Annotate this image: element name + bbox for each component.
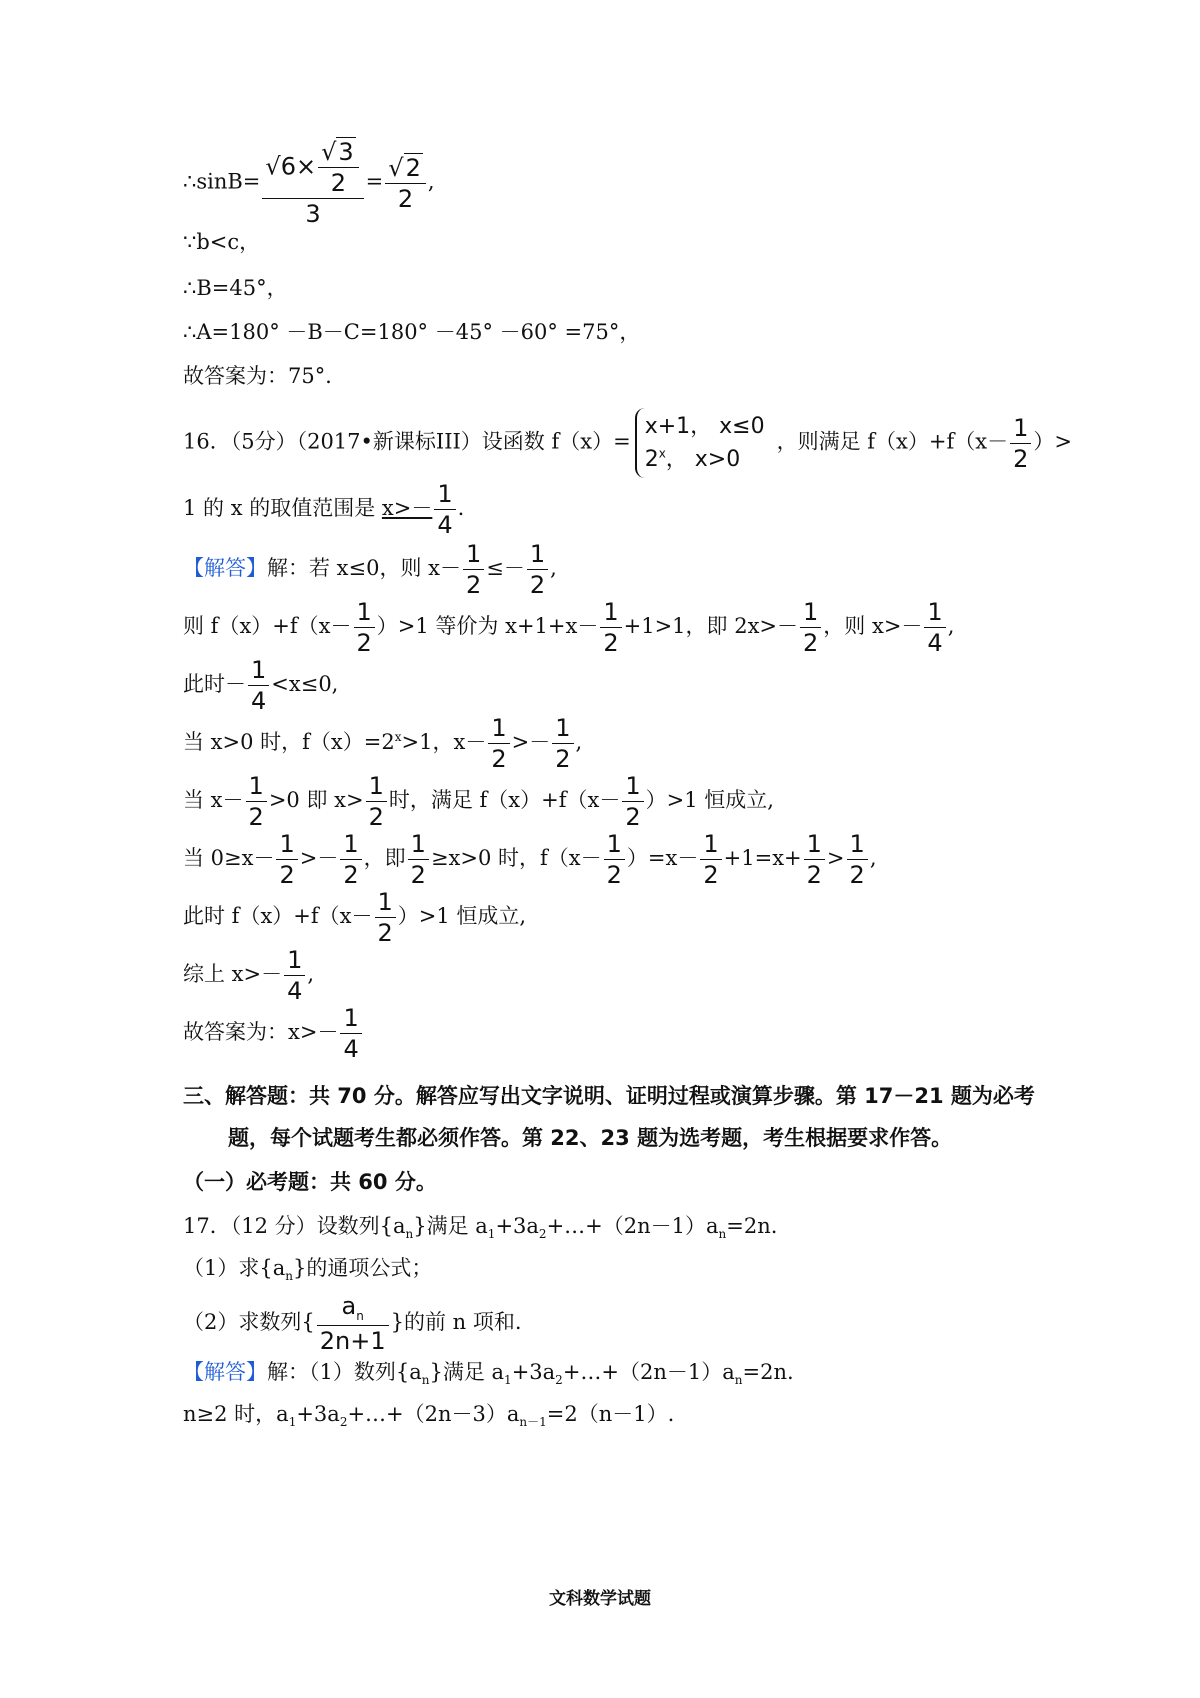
fraction: $\frac{1}{4}$ [434,482,455,537]
fraction: $\frac{1}{4}$ [340,1006,361,1061]
case-2: ， x>0 [665,447,741,472]
fraction: $\frac{1}{2}$ [375,890,396,945]
solution-16-line-3: 此时－ $\frac{1}{4}$ <x≤0, [183,656,339,715]
case-2-base: 2 [644,447,659,472]
fraction: $\frac{1}{2}$ [552,716,573,771]
fraction: $\frac{1}{2}$ [366,774,387,829]
exponent: x [658,446,666,461]
fraction: $\frac{1}{2}$ [800,600,821,655]
section-3-heading-cont: 题，每个试题考生都必须作答。第 22、23 题为选考题，考生根据要求作答。 [228,1126,953,1150]
denominator: 2 [385,183,426,211]
solution-tag: 【解答】 [183,556,267,580]
fraction: $\frac{1}{4}$ [248,658,269,713]
text: 1 的 x 的取值范围是 [183,496,382,520]
text: ∴sinB= [183,169,261,194]
solution-17-line-1: 【解答】解：（1）数列$\{a_n\}$满足 $a_1+3a_2+\dots+(2n-1)a_n=2n$. [183,1360,794,1388]
required-questions-heading: （一）必考题：共 60 分。 [183,1170,437,1194]
fraction: $\frac{√2}{2}$ [385,156,426,211]
radicand: 2 [405,153,421,182]
times-sign: × [295,152,317,181]
problem-16-statement [183,408,1072,478]
solution-16-line-2: 则 f（x）+f（x－ $\frac{1}{2}$ ）>1 等价为 x+1+x－ $\frac{1}{2}$ +1>1，即 2x>－ $\frac{1}{2}$ ，则 x>－ $\frac{1}{4}$ , [183,598,955,657]
fraction: $\frac{1}{2}$ [847,832,868,887]
fraction: $\frac{1}{2}$ [340,832,361,887]
problem-17-statement: 17．（12 分）设数列$\{a_n\}$满足 $a_1+3a_2+\dots+(2n-1)a_n=2n$. [183,1214,778,1242]
line-answer-75: 故答案为：75°． [183,364,347,388]
solution-tag: 【解答】 [183,1360,267,1384]
denominator: 2 [318,167,359,195]
line-b-lt-c: ∵b<c， [183,230,261,254]
page-footer: 文科数学试题 [549,1589,651,1609]
section-3-heading: 三、解答题：共 70 分。解答应写出文字说明、证明过程或演算步骤。第 17－21 题为必考 [183,1084,1035,1108]
line-b-45: ∴B=45°， [183,276,288,300]
fraction: $\frac{1}{2}$ [804,832,825,887]
solution-16-line-7: 此时 f（x）+f（x－ $\frac{1}{2}$ ）>1 恒成立, [183,888,527,947]
denominator: 3 [262,198,363,226]
solution-16-answer: 故答案为：x>－ $\frac{1}{4}$ [183,1006,364,1061]
case-1: x+1， x≤0 [644,414,765,439]
equals: = [365,169,384,194]
fraction-inner: $\frac{√3}{2}$ [318,140,359,195]
text: ，则满足 f（x）+f（x－ [776,429,1009,454]
solution-17-line-2: n≥2 时，$a_1+3a_2+\dots+(2n-3)a_{n-1}=2(n-1)$. [183,1402,675,1430]
fraction: $\frac{1}{2}$ [527,542,548,597]
fraction: $\frac{1}{2}$ [622,774,643,829]
exponent: x [394,730,402,744]
solution-16-line-5: 当 x－ $\frac{1}{2}$ >0 即 x> $\frac{1}{2}$ 时，满足 f（x）+f（x－ $\frac{1}{2}$ ）>1 恒成立, [183,772,774,831]
fraction: $\frac{1}{2}$ [354,600,375,655]
fraction [262,140,363,226]
fraction: $\frac{1}{2}$ [488,716,509,771]
piecewise-function [635,408,773,478]
fraction: $\frac{a_n}{2n+1}$ [317,1294,389,1353]
fraction: $\frac{1}{4}$ [284,948,305,1003]
line-sinb [183,140,435,226]
problem-16-range [183,482,464,537]
answer-underlined: x>－ $\frac{1}{4}$ [382,496,458,520]
radicand: 3 [338,138,354,166]
text: , [427,169,435,194]
fraction: $\frac{1}{2}$ [408,832,429,887]
fraction: $\frac{1}{2}$ [1010,416,1031,471]
solution-16-line-4: 当 x>0 时，$f(x)=2^x>1$，x－ $\frac{1}{2}$ >－ $\frac{1}{2}$ , [183,714,583,773]
problem-17-part-1: （1）求$\{a_n\}$的通项公式； [183,1256,433,1284]
fraction: $\frac{1}{4}$ [924,600,945,655]
fraction: $\frac{1}{2}$ [463,542,484,597]
fraction: $\frac{1}{2}$ [246,774,267,829]
line-a-75: ∴A=180° －B－C=180° －45° －60° =75°， [183,320,641,344]
text: 16．（5分）（2017•新课标III）设函数 f（x）= [183,429,631,454]
fraction: $\frac{1}{2}$ [604,832,625,887]
sqrt-6: √6 [265,152,296,181]
fraction: $\frac{1}{2}$ [700,832,721,887]
solution-16-line-6: 当 0≥x－ $\frac{1}{2}$ >－ $\frac{1}{2}$ ，即 $\frac{1}{2}$ ≥x>0 时，f（x－ $\frac{1}{2}$ ）=x－ $\frac{1}{2}$ +1=x+ $\frac{1}{2}$ > $\frac{1}{2}$ , [183,830,877,889]
fraction: $\frac{1}{2}$ [600,600,621,655]
solution-16-line-8: 综上 x>－ $\frac{1}{4}$ , [183,946,315,1005]
solution-16-line-1: 【解答】解：若 x≤0，则 x－ $\frac{1}{2}$ ≤－ $\frac{1}{2}$ , [183,540,557,599]
text: ）> [1033,429,1072,454]
fraction: $\frac{1}{2}$ [276,832,297,887]
problem-17-part-2: （2）求数列{ $\frac{a_n}{2n+1}$ }的前 n 项和. [183,1292,522,1355]
text: . [457,496,465,520]
